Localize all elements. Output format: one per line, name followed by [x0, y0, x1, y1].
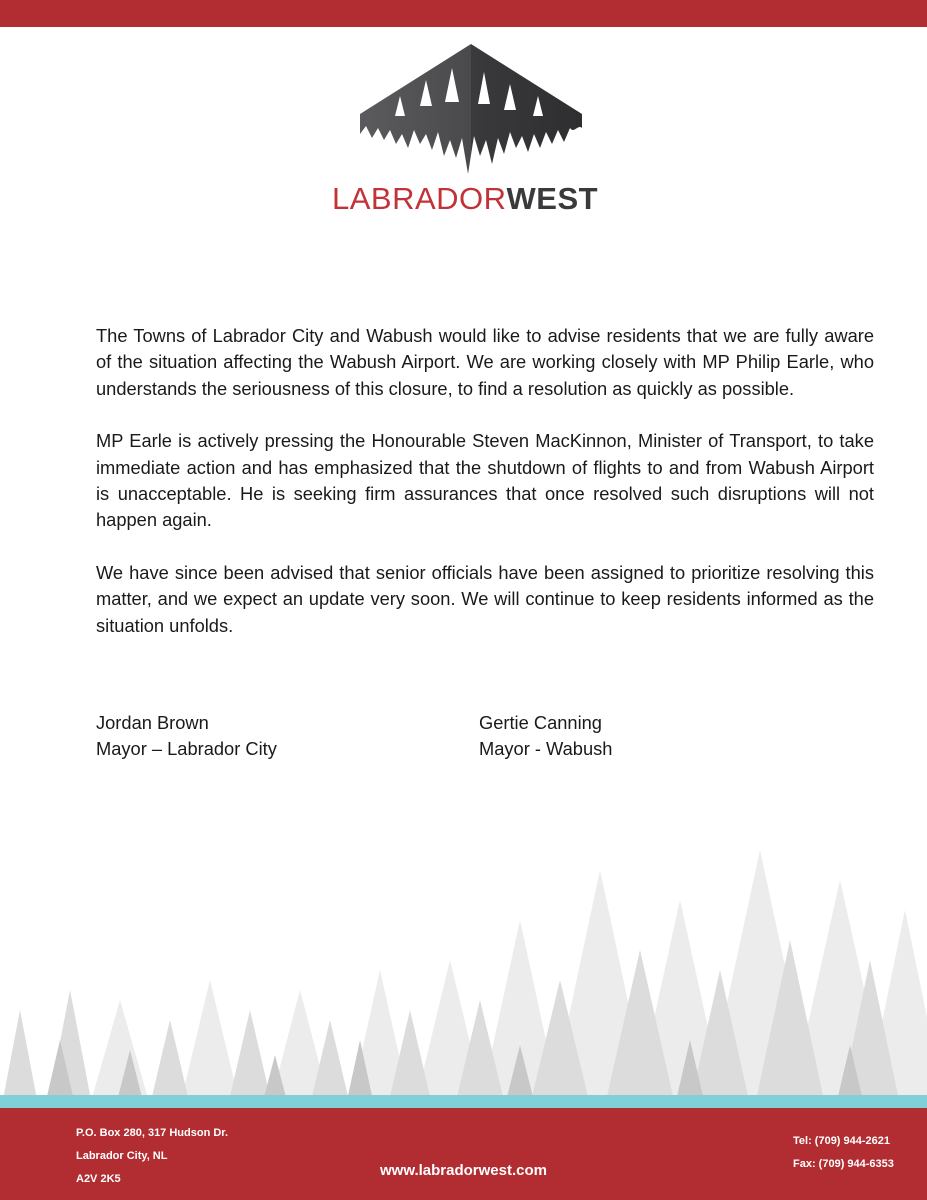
signature-block-wabush: [479, 710, 612, 763]
telephone: Tel: (709) 944-2621: [793, 1135, 891, 1147]
signatory-name: Gertie Canning: [479, 712, 602, 733]
mountain-forest-logo-icon: [360, 44, 582, 174]
brand-name-light: LABRADOR: [332, 181, 507, 216]
signature-block-labrador-city: [96, 710, 277, 763]
top-accent-bar: [0, 0, 927, 27]
signatory-title: Mayor – Labrador City: [96, 738, 277, 760]
letter-body: [96, 323, 874, 665]
paragraph: The Towns of Labrador City and Wabush would like to advise residents that we are fully aware of the situation affecting the Wabush Airport. We are working closely with MP Philip Earle, who understands the seriousness of this closure, to find a resolution as quickly as possible.: [96, 325, 874, 399]
brand-name-bold: WEST: [506, 181, 599, 216]
paragraph: MP Earle is actively pressing the Honourable Steven MacKinnon, Minister of Transport, to take immediate action and has emphasized that the shutdown of flights to and from Wabush Airport is unacceptable. He is seeking firm assurances that once resolved such disruptions will not happen again.: [96, 430, 874, 531]
address-line: P.O. Box 280, 317 Hudson Dr.: [76, 1127, 229, 1139]
brand-wordmark: [332, 181, 612, 217]
website-link[interactable]: www.labradorwest.com: [380, 1162, 547, 1179]
signatory-name: Jordan Brown: [96, 712, 209, 733]
signatory-title: Mayor - Wabush: [479, 738, 613, 760]
teal-accent-bar: [0, 1095, 927, 1108]
forest-silhouette-icon: [0, 840, 927, 1105]
footer: [0, 1108, 927, 1200]
address-line: A2V 2K5: [76, 1173, 121, 1185]
address-line: Labrador City, NL: [76, 1150, 168, 1162]
fax: Fax: (709) 944-6353: [793, 1158, 894, 1170]
paragraph: We have since been advised that senior officials have been assigned to prioritize resolving this matter, and we expect an update very soon. We will continue to keep residents informed as the situation unfolds.: [96, 561, 874, 636]
